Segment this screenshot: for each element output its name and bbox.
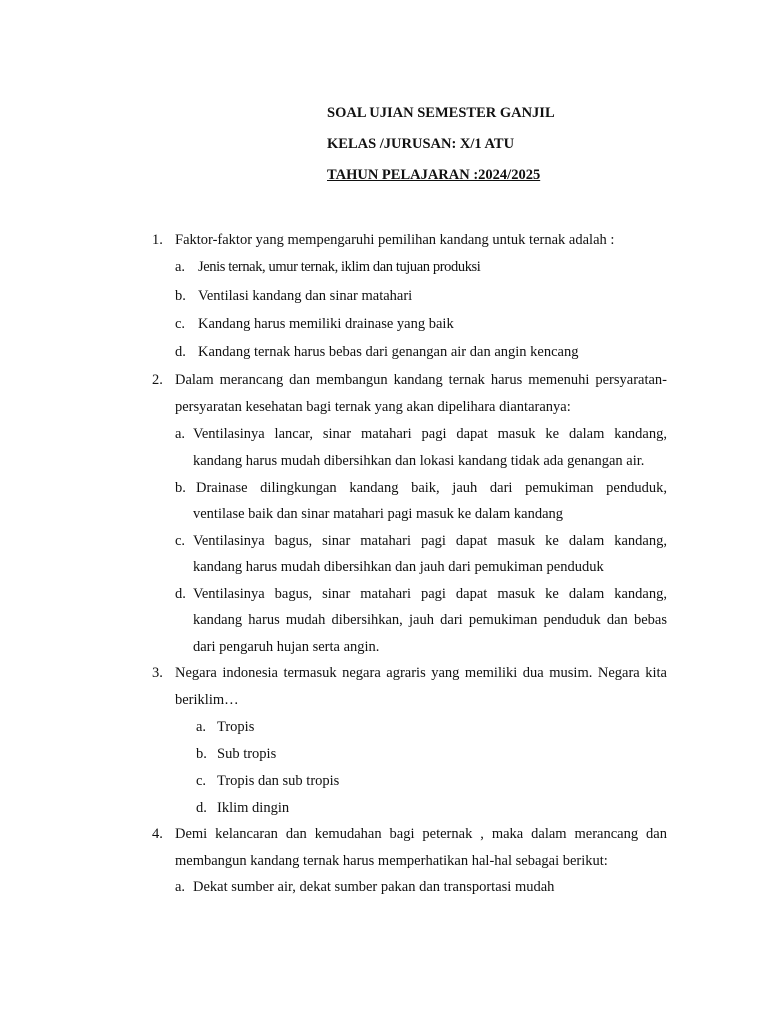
question-text: membangun kandang ternak harus memperhatikan hal-hal sebagai berikut:	[175, 853, 608, 869]
class-major: KELAS /JURUSAN: X/1 ATU	[327, 136, 515, 152]
question-number: 4.	[152, 826, 163, 842]
question-text: persyaratan kesehatan bagi ternak yang akan dipelihara diantaranya:	[175, 399, 571, 415]
option-text: Ventilasinya bagus, sinar matahari pagi dapat masuk ke dalam kandang,	[193, 586, 667, 602]
option-text: Ventilasinya lancar, sinar matahari pagi dapat masuk ke dalam kandang,	[193, 426, 667, 442]
option-letter: b.	[196, 746, 207, 762]
option-text: Ventilasinya bagus, sinar matahari pagi dapat masuk ke dalam kandang,	[193, 533, 667, 549]
option-text: Tropis dan sub tropis	[217, 773, 340, 789]
academic-year: TAHUN PELAJARAN :2024/2025	[327, 167, 541, 183]
option-letter: c.	[175, 533, 186, 549]
option-letter: d.	[196, 800, 207, 816]
option-text: Sub tropis	[217, 746, 277, 762]
option-letter: c.	[175, 316, 186, 332]
option-letter: d.	[175, 344, 186, 360]
option-text: ventilase baik dan sinar matahari pagi masuk ke dalam kandang	[193, 506, 564, 522]
option-letter: b.	[175, 288, 186, 304]
option-text: Kandang harus memiliki drainase yang baik	[198, 316, 454, 332]
option-letter: d.	[175, 586, 186, 602]
option-text: Drainase dilingkungan kandang baik, jauh dari pemukiman penduduk,	[196, 480, 667, 496]
exam-title: SOAL UJIAN SEMESTER GANJIL	[327, 105, 555, 121]
option-text: kandang harus mudah dibersihkan dan lokasi kandang tidak ada genangan air.	[193, 453, 645, 469]
option-text: Jenis ternak, umur ternak, iklim dan tujuan produksi	[198, 259, 481, 275]
option-text: dari pengaruh hujan serta angin.	[193, 639, 380, 655]
option-text: Iklim dingin	[217, 800, 290, 816]
option-text: kandang harus mudah dibersihkan, jauh dari pemukiman penduduk dan bebas	[193, 612, 667, 628]
question-text: Negara indonesia termasuk negara agraris yang memiliki dua musim. Negara kita	[175, 665, 667, 681]
option-text: Kandang ternak harus bebas dari genangan air dan angin kencang	[198, 344, 579, 360]
question-text: Demi kelancaran dan kemudahan bagi peternak , maka dalam merancang dan	[175, 826, 667, 842]
option-letter: c.	[196, 773, 207, 789]
question-number: 3.	[152, 665, 163, 681]
question-text: Faktor-faktor yang mempengaruhi pemilihan kandang untuk ternak adalah :	[175, 232, 615, 248]
option-text: Dekat sumber air, dekat sumber pakan dan transportasi mudah	[193, 879, 555, 895]
option-letter: a.	[196, 719, 207, 735]
option-letter: a.	[175, 259, 186, 275]
question-number: 2.	[152, 372, 163, 388]
option-letter: a.	[175, 426, 186, 442]
option-letter: a.	[175, 879, 186, 895]
question-number: 1.	[152, 232, 163, 248]
question-text: beriklim…	[175, 692, 239, 708]
option-text: Ventilasi kandang dan sinar matahari	[198, 288, 413, 304]
question-text: Dalam merancang dan membangun kandang ternak harus memenuhi persyaratan-	[175, 372, 667, 388]
option-text: kandang harus mudah dibersihkan dan jauh dari pemukiman penduduk	[193, 559, 604, 575]
option-letter: b.	[175, 480, 186, 496]
option-text: Tropis	[217, 719, 255, 735]
